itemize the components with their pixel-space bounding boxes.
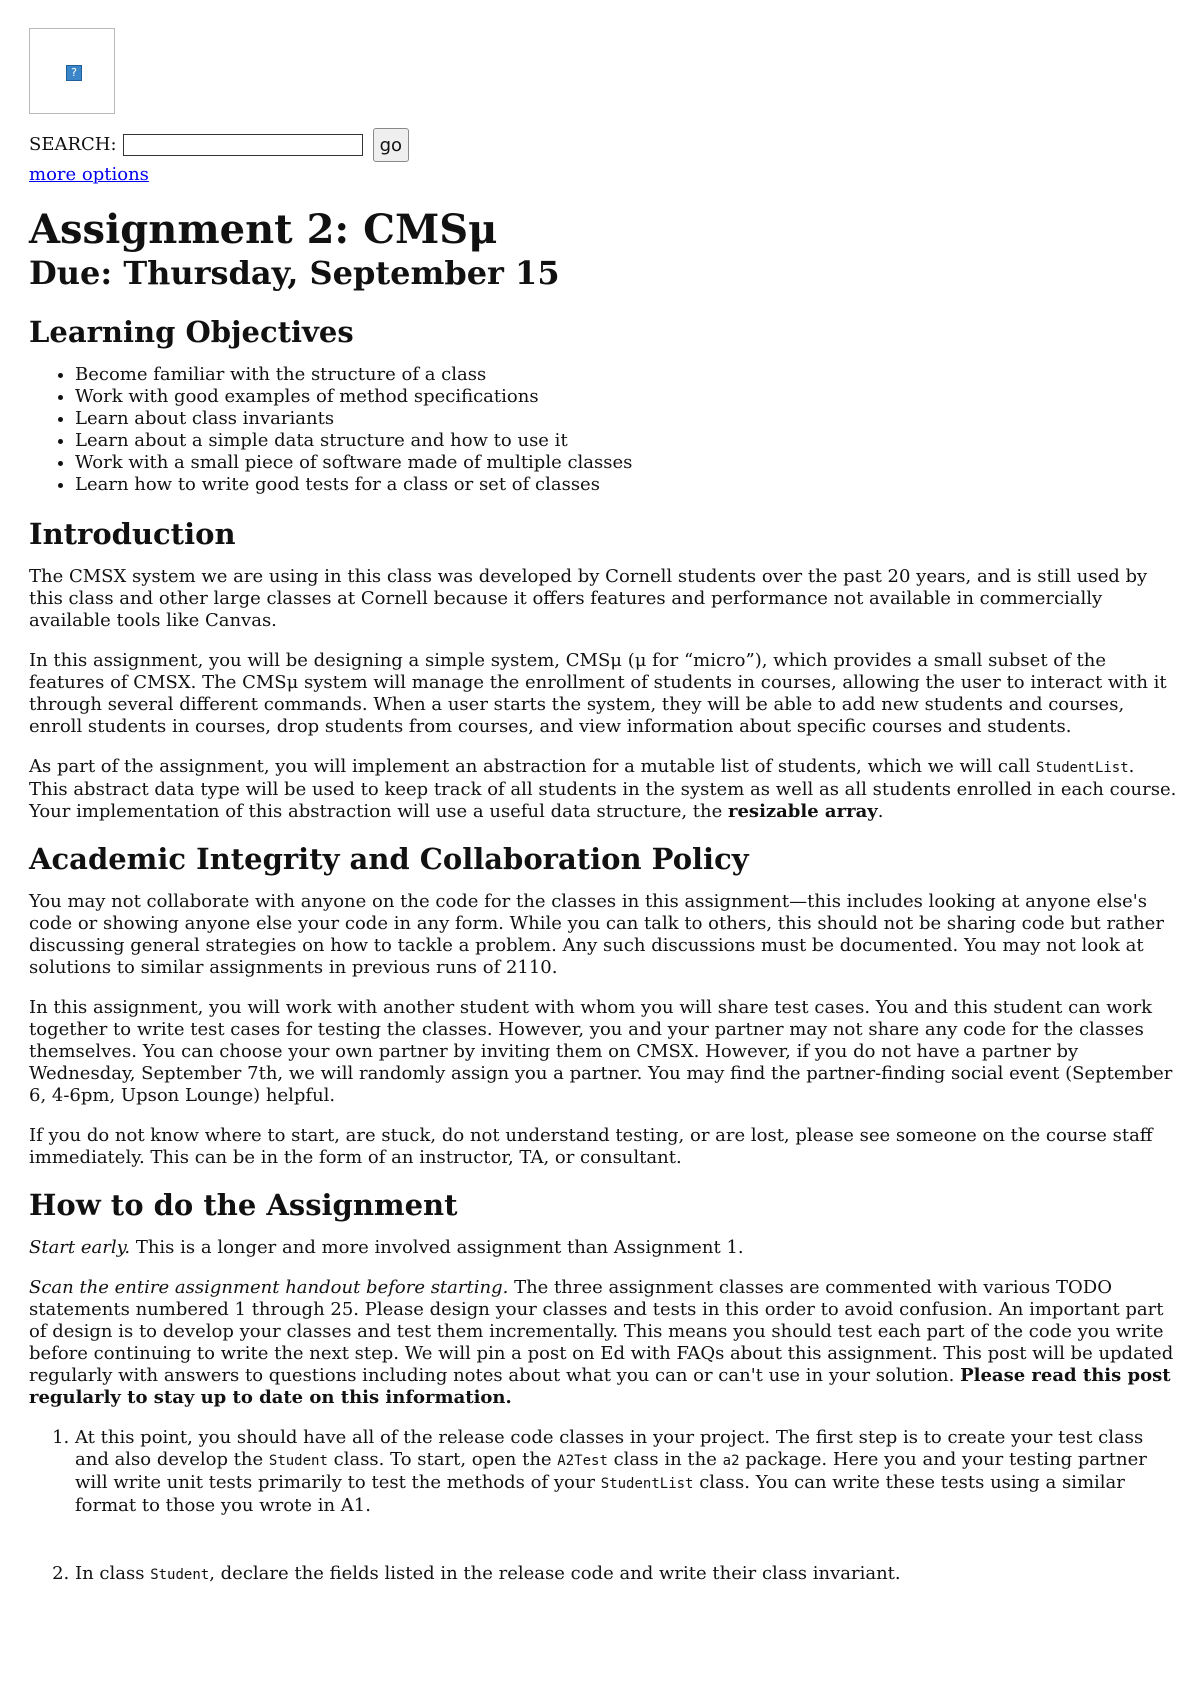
bold-notice: Please read this post regularly to stay up to date on this information. [29, 1365, 1171, 1408]
intro-paragraph-3 [29, 756, 1178, 823]
text: The three assignment classes are commented with various TODO statements numbered 1 through 25. Please design your classes and tests in this order to avoid confusion. An important part of design is to develop your classes and test them incrementally. This means you should test each part of the code you write before continuing to write the next step. We will pin a post on Ed with FAQs about this assignment. This post will be updated regularly with answers to questions including notes about what you can or can't use in your solution. [29, 1277, 1174, 1386]
text: . [877, 801, 884, 822]
howto-paragraph-1 [29, 1237, 1178, 1259]
code-student: Student [150, 1567, 210, 1583]
text: At this point, you should have all of the release code classes in your project. The first step is to create your test class and also develop the [75, 1427, 1144, 1470]
step-2 [75, 1563, 1178, 1586]
search-bar [29, 128, 409, 162]
text: . This abstract data type will be used to keep track of all students in the system as well as all students enrolled in each course. Your implementation of this abstraction will use a useful data structure, the [29, 756, 1177, 822]
integrity-heading: Academic Integrity and Collaboration Policy [29, 842, 749, 876]
text: As part of the assignment, you will implement an abstraction for a mutable list of students, which we will call [29, 756, 1036, 777]
list-item: • Learn about a simple data structure and how to use it [75, 430, 1178, 452]
list-item: • Become familiar with the structure of a class [75, 364, 1178, 386]
bold-resizable-array: resizable array [728, 801, 878, 822]
objectives-list [29, 364, 1178, 496]
page-title: Assignment 2: CMSμ [29, 206, 498, 253]
main-content [29, 206, 1178, 1632]
list-item: • Work with good examples of method specifications [75, 386, 1178, 408]
go-button[interactable]: go [373, 128, 409, 162]
broken-image-icon: ? [66, 65, 82, 81]
integrity-paragraph-1: You may not collaborate with anyone on the code for the classes in this assignment—this includes looking at anyone else's code or showing anyone else your code in any form. While you can talk to others, this should not be sharing code but rather discussing general strategies on how to tackle a problem. Any such discussions must be documented. You may not look at solutions to similar assignments in previous runs of 2110. [29, 891, 1164, 978]
text: class. To start, open the [327, 1449, 558, 1470]
due-date: Due: Thursday, September 15 [29, 254, 560, 292]
steps-list [29, 1427, 1178, 1586]
text: package. Here you and your testing partner will write unit tests primarily to test the methods of your [75, 1449, 1147, 1493]
code-studentlist: StudentList [600, 1476, 694, 1492]
code-student: Student [268, 1453, 328, 1469]
emphasis: Scan the entire assignment handout before starting. [29, 1277, 509, 1298]
text: , declare the fields listed in the release code and write their class invariant. [209, 1563, 901, 1584]
code-a2: a2 [722, 1453, 740, 1469]
list-item: • Learn how to write good tests for a class or set of classes [75, 474, 1178, 496]
emphasis: Start early. [29, 1237, 131, 1258]
more-options-link[interactable]: more options [29, 164, 149, 185]
howto-heading: How to do the Assignment [29, 1188, 458, 1222]
search-label: SEARCH: [29, 134, 117, 155]
objectives-heading: Learning Objectives [29, 315, 354, 349]
text: In class [75, 1563, 151, 1584]
introduction-heading: Introduction [29, 517, 236, 551]
text: This is a longer and more involved assignment than Assignment 1. [130, 1237, 744, 1258]
integrity-paragraph-2: In this assignment, you will work with another student with whom you will share test cases. You and this student can work together to write test cases for testing the classes. However, you and your partner may not share any code for the classes themselves. You can choose your own partner by inviting them on CMSX. However, if you do not have a partner by Wednesday, September 7th, we will randomly assign you a partner. You may find the partner-finding social event (September 6, 4-6pm, Upson Lounge) helpful. [29, 997, 1173, 1106]
integrity-paragraph-3: If you do not know where to start, are stuck, do not understand testing, or are lost, please see someone on the course staff immediately. This can be in the form of an instructor, TA, or consultant. [29, 1125, 1153, 1168]
text: class in the [607, 1449, 723, 1470]
howto-paragraph-2 [29, 1277, 1178, 1409]
search-input[interactable] [123, 134, 363, 156]
list-item: • Work with a small piece of software made of multiple classes [75, 452, 1178, 474]
intro-paragraph-1: The CMSX system we are using in this class was developed by Cornell students over the past 20 years, and is still used by this class and other large classes at Cornell because it offers features and performance not available in commercially available tools like Canvas. [29, 566, 1148, 631]
code-a2test: A2Test [557, 1453, 608, 1469]
text: class. You can write these tests using a similar format to those you wrote in A1. [75, 1472, 1125, 1516]
intro-paragraph-2: In this assignment, you will be designing a simple system, CMSμ (μ for “micro”), which provides a small subset of the features of CMSX. The CMSμ system will manage the enrollment of students in courses, allowing the user to interact with it through several different commands. When a user starts the system, they will be able to add new students and courses, enroll students in courses, drop students from courses, and view information about specific courses and students. [29, 650, 1167, 737]
step-1 [75, 1427, 1178, 1517]
logo[interactable] [29, 28, 115, 114]
list-item: • Learn about class invariants [75, 408, 1178, 430]
code-studentlist: StudentList [1035, 760, 1129, 776]
